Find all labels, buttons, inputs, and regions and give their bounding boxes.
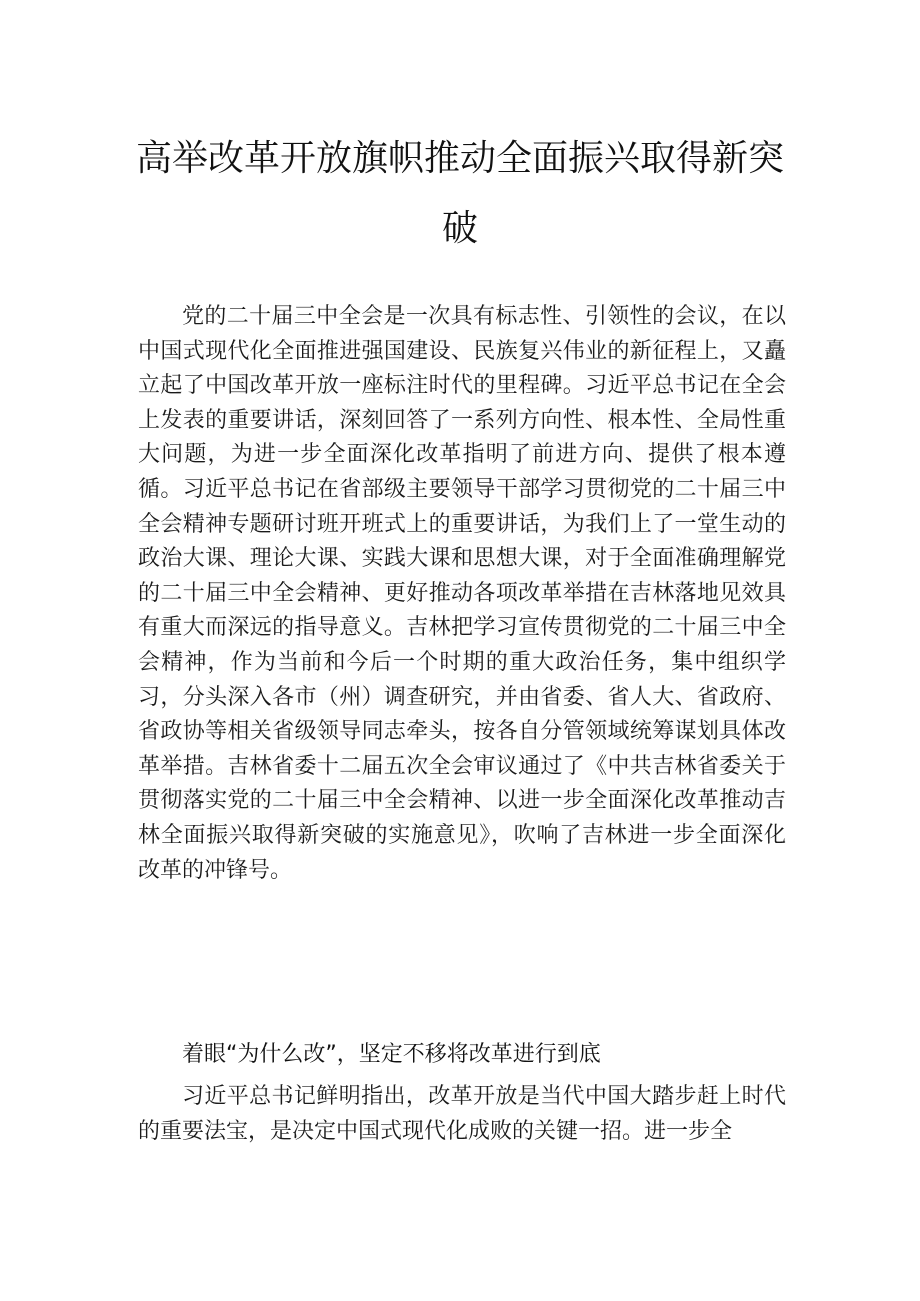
document-title: 高举改革开放旗帜推动全面振兴取得新突破 bbox=[135, 138, 784, 249]
body-paragraph-continued: 习近平总书记鲜明指出，改革开放是当代中国大踏步赶上时代的重要法宝，是决定中国式现代化成败的关键一招。进一步全 bbox=[138, 1084, 786, 1144]
section-heading: 着眼“为什么改”，坚定不移将改革进行到底 bbox=[182, 1042, 601, 1067]
body-paragraph: 党的二十届三中全会是一次具有标志性、引领性的会议，在以中国式现代化全面推进强国建设、民族复兴伟业的新征程上，又矗立起了中国改革开放一座标注时代的里程碑。习近平总书记在全会上发表的重要讲话，深刻回答了一系列方向性、根本性、全局性重大问题，为进一步全面深化改革指明了前进方向、提供了根本遵循。习近平总书记在省部级主要领导干部学习贯彻党的二十届三中全会精神专题研讨班开班式上的重要讲话，为我们上了一堂生动的政治大课、理论大课、实践大课和思想大课，对于全面准确理解党的二十届三中全会精神、更好推动各项改革举措在吉林落地见效具有重大而深远的指导意义。吉林把学习宣传贯彻党的二十届三中全会精神，作为当前和今后一个时期的重大政治任务，集中组织学习，分头深入各市（州）调查研究，并由省委、省人大、省政府、省政协等相关省级领导同志牵头，按各自分管领域统筹谋划具体改革举措。吉林省委十二届五次全会审议通过了《中共吉林省委关于贯彻落实党的二十届三中全会精神、以进一步全面深化改革推动吉林全面振兴取得新突破的实施意见》，吹响了吉林进一步全面深化改革的冲锋号。 bbox=[138, 304, 786, 883]
